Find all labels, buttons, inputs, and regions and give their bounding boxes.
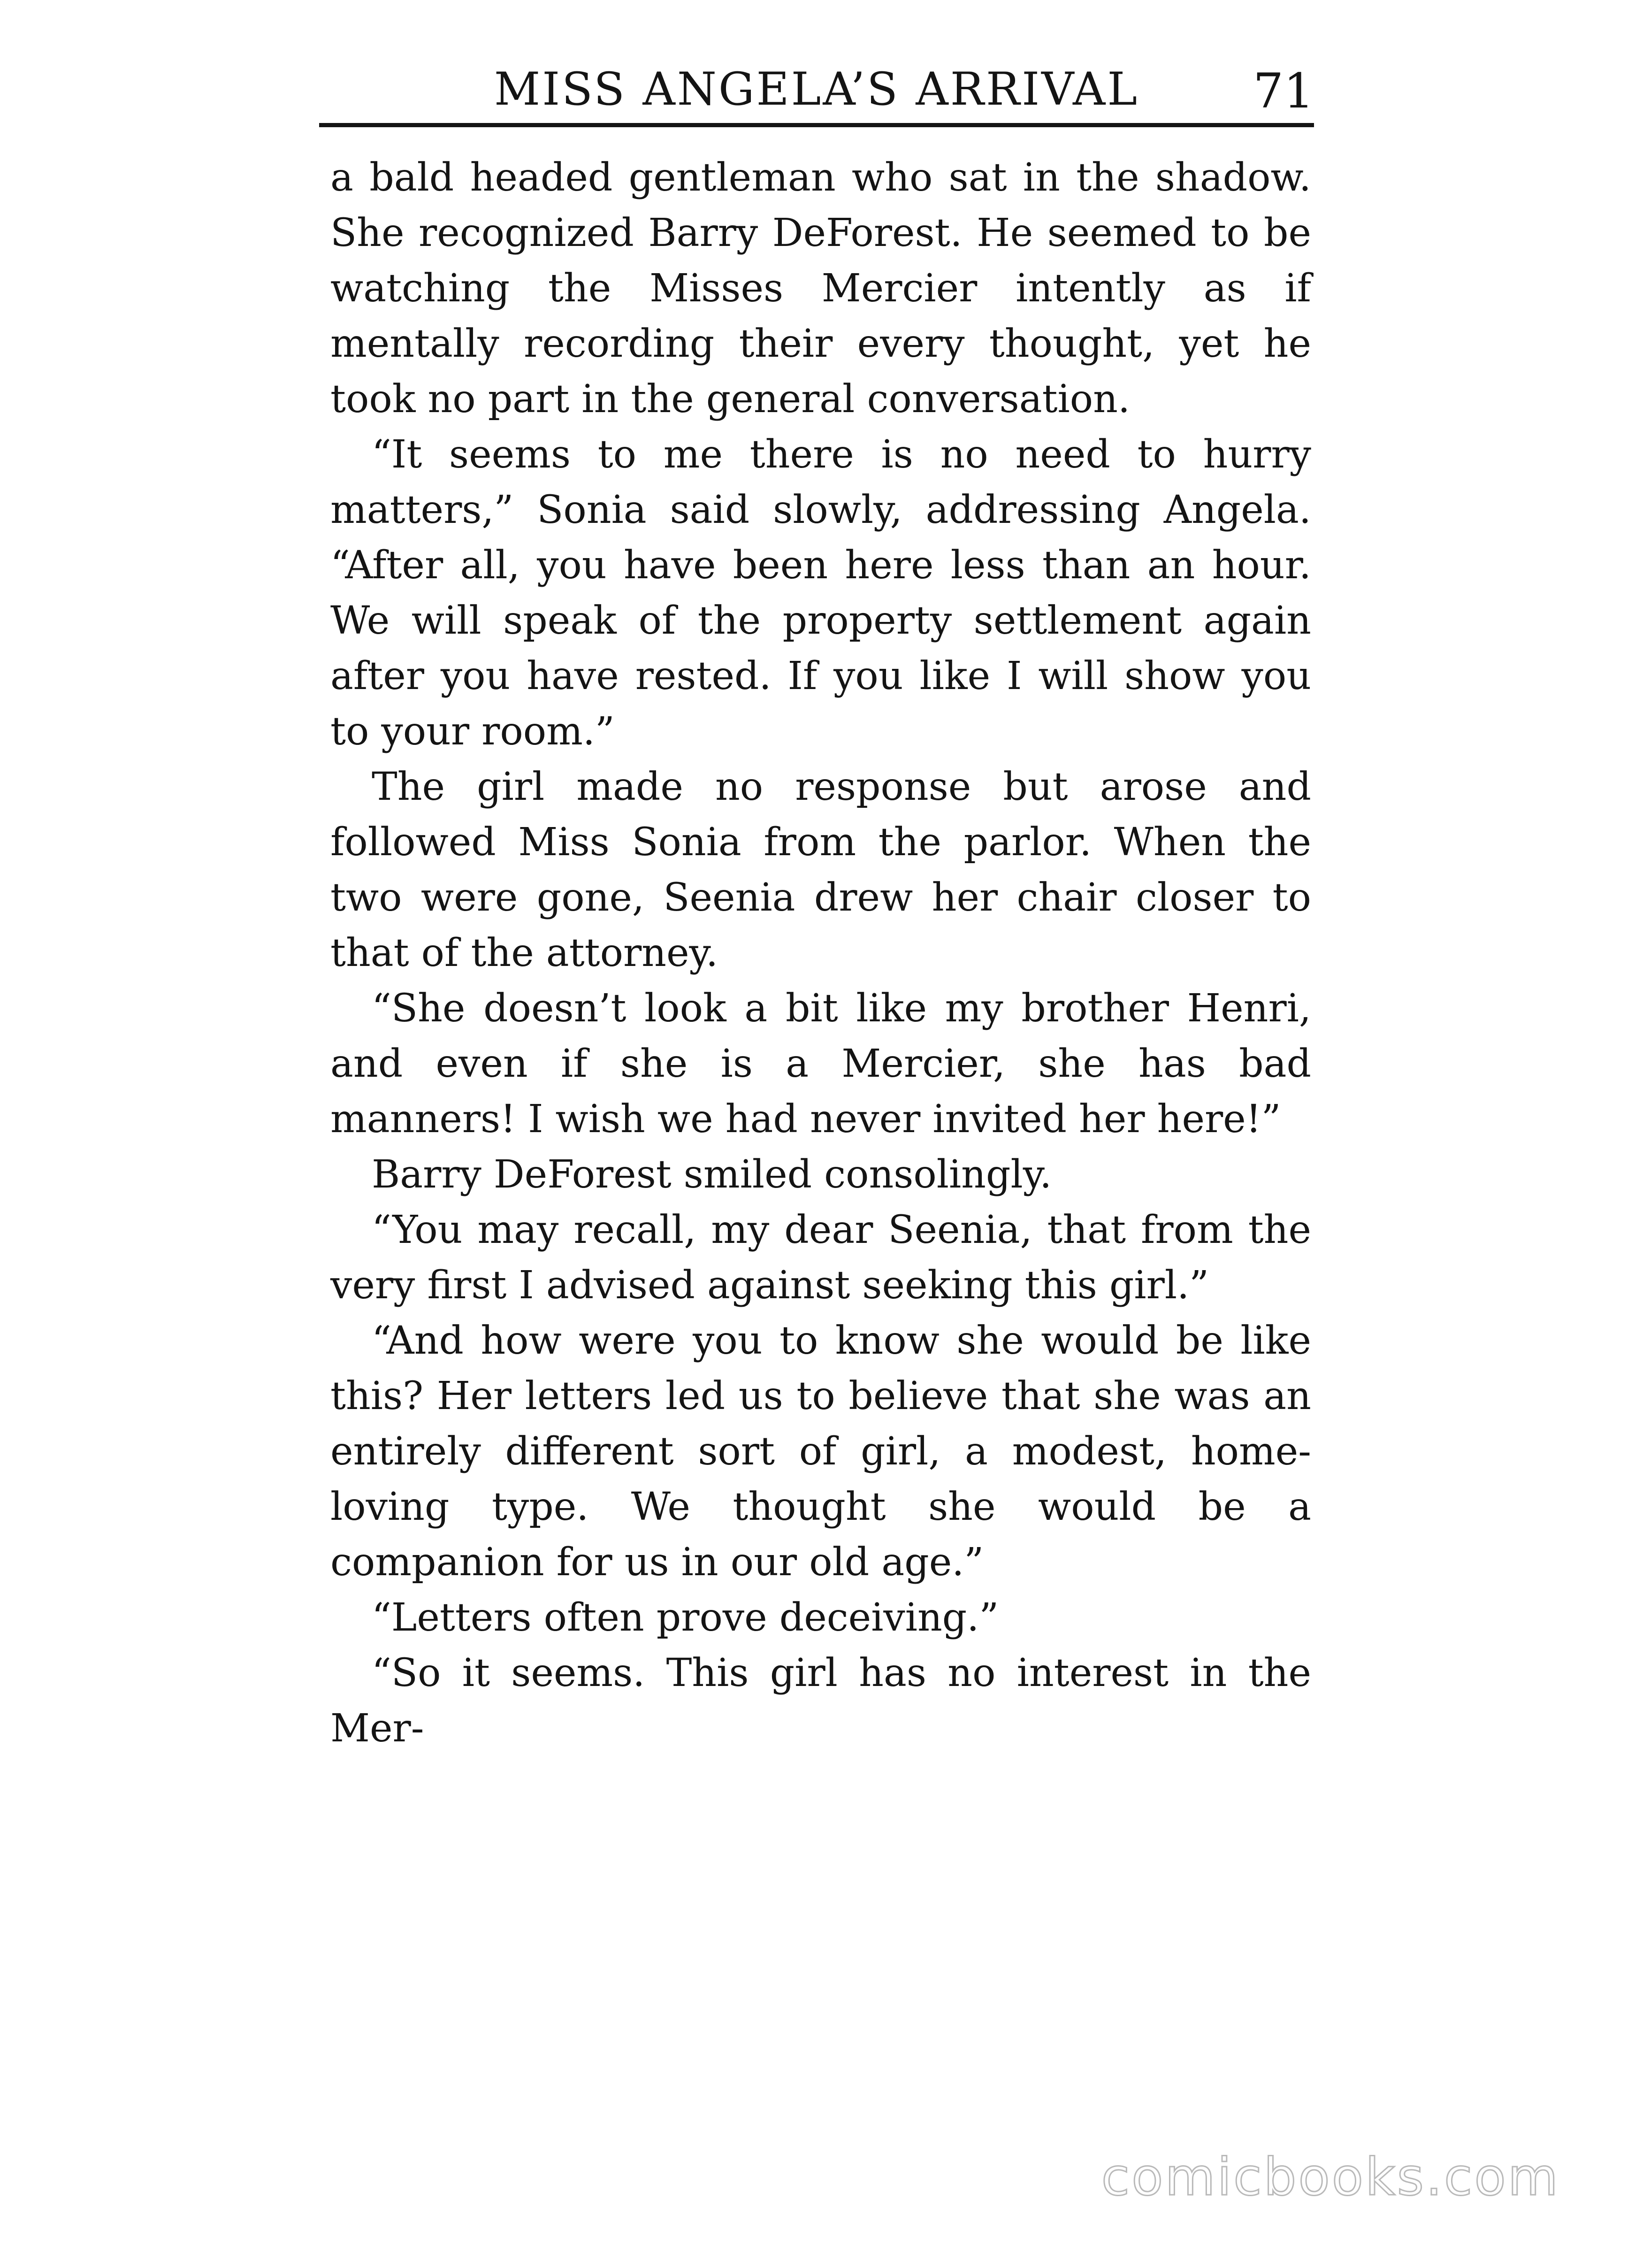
paragraph: “And how were you to know she would be like this? Her letters led us to believe that she was an entirely different sort of girl, a modest, home-loving type. We thought she would be a companion for us in our old age.” <box>330 1318 1311 1585</box>
header-rule <box>319 123 1314 127</box>
paragraph: a bald headed gentleman who sat in the shadow. She recognized Barry DeForest. He seemed to be watching the Misses Mercier intently as if mentally recording their every thought, yet he took no part in the general conversation. <box>330 155 1311 421</box>
page-number: 71 <box>1253 63 1314 119</box>
watermark: comicbooks.com <box>1101 2147 1560 2207</box>
paragraph: “It seems to me there is no need to hurry matters,” Sonia said slowly, addressing Angela. “After all, you have been here less than an hour. We will speak of the property settlement again after you have rested. If you like I will show you to your room.” <box>330 432 1311 754</box>
paragraph: “So it seems. This girl has no interest in the Mer- <box>330 1651 1311 1751</box>
paragraph: “Letters often prove deceiving.” <box>372 1595 999 1640</box>
paragraph: “You may recall, my dear Seenia, that from the very first I advised against seeking this girl.” <box>330 1208 1311 1308</box>
paragraph: The girl made no response but arose and followed Miss Sonia from the parlor. When the two were gone, Seenia drew her chair closer to that of the attorney. <box>330 765 1311 975</box>
body-text <box>330 150 1311 1756</box>
paragraph: Barry DeForest smiled consolingly. <box>372 1152 1052 1197</box>
running-head: MISS ANGELA’S ARRIVAL <box>494 63 1139 115</box>
paragraph: “She doesn’t look a bit like my brother Henri, and even if she is a Mercier, she has bad manners! I wish we had never invited her here!” <box>330 986 1311 1142</box>
page-header <box>319 61 1314 117</box>
